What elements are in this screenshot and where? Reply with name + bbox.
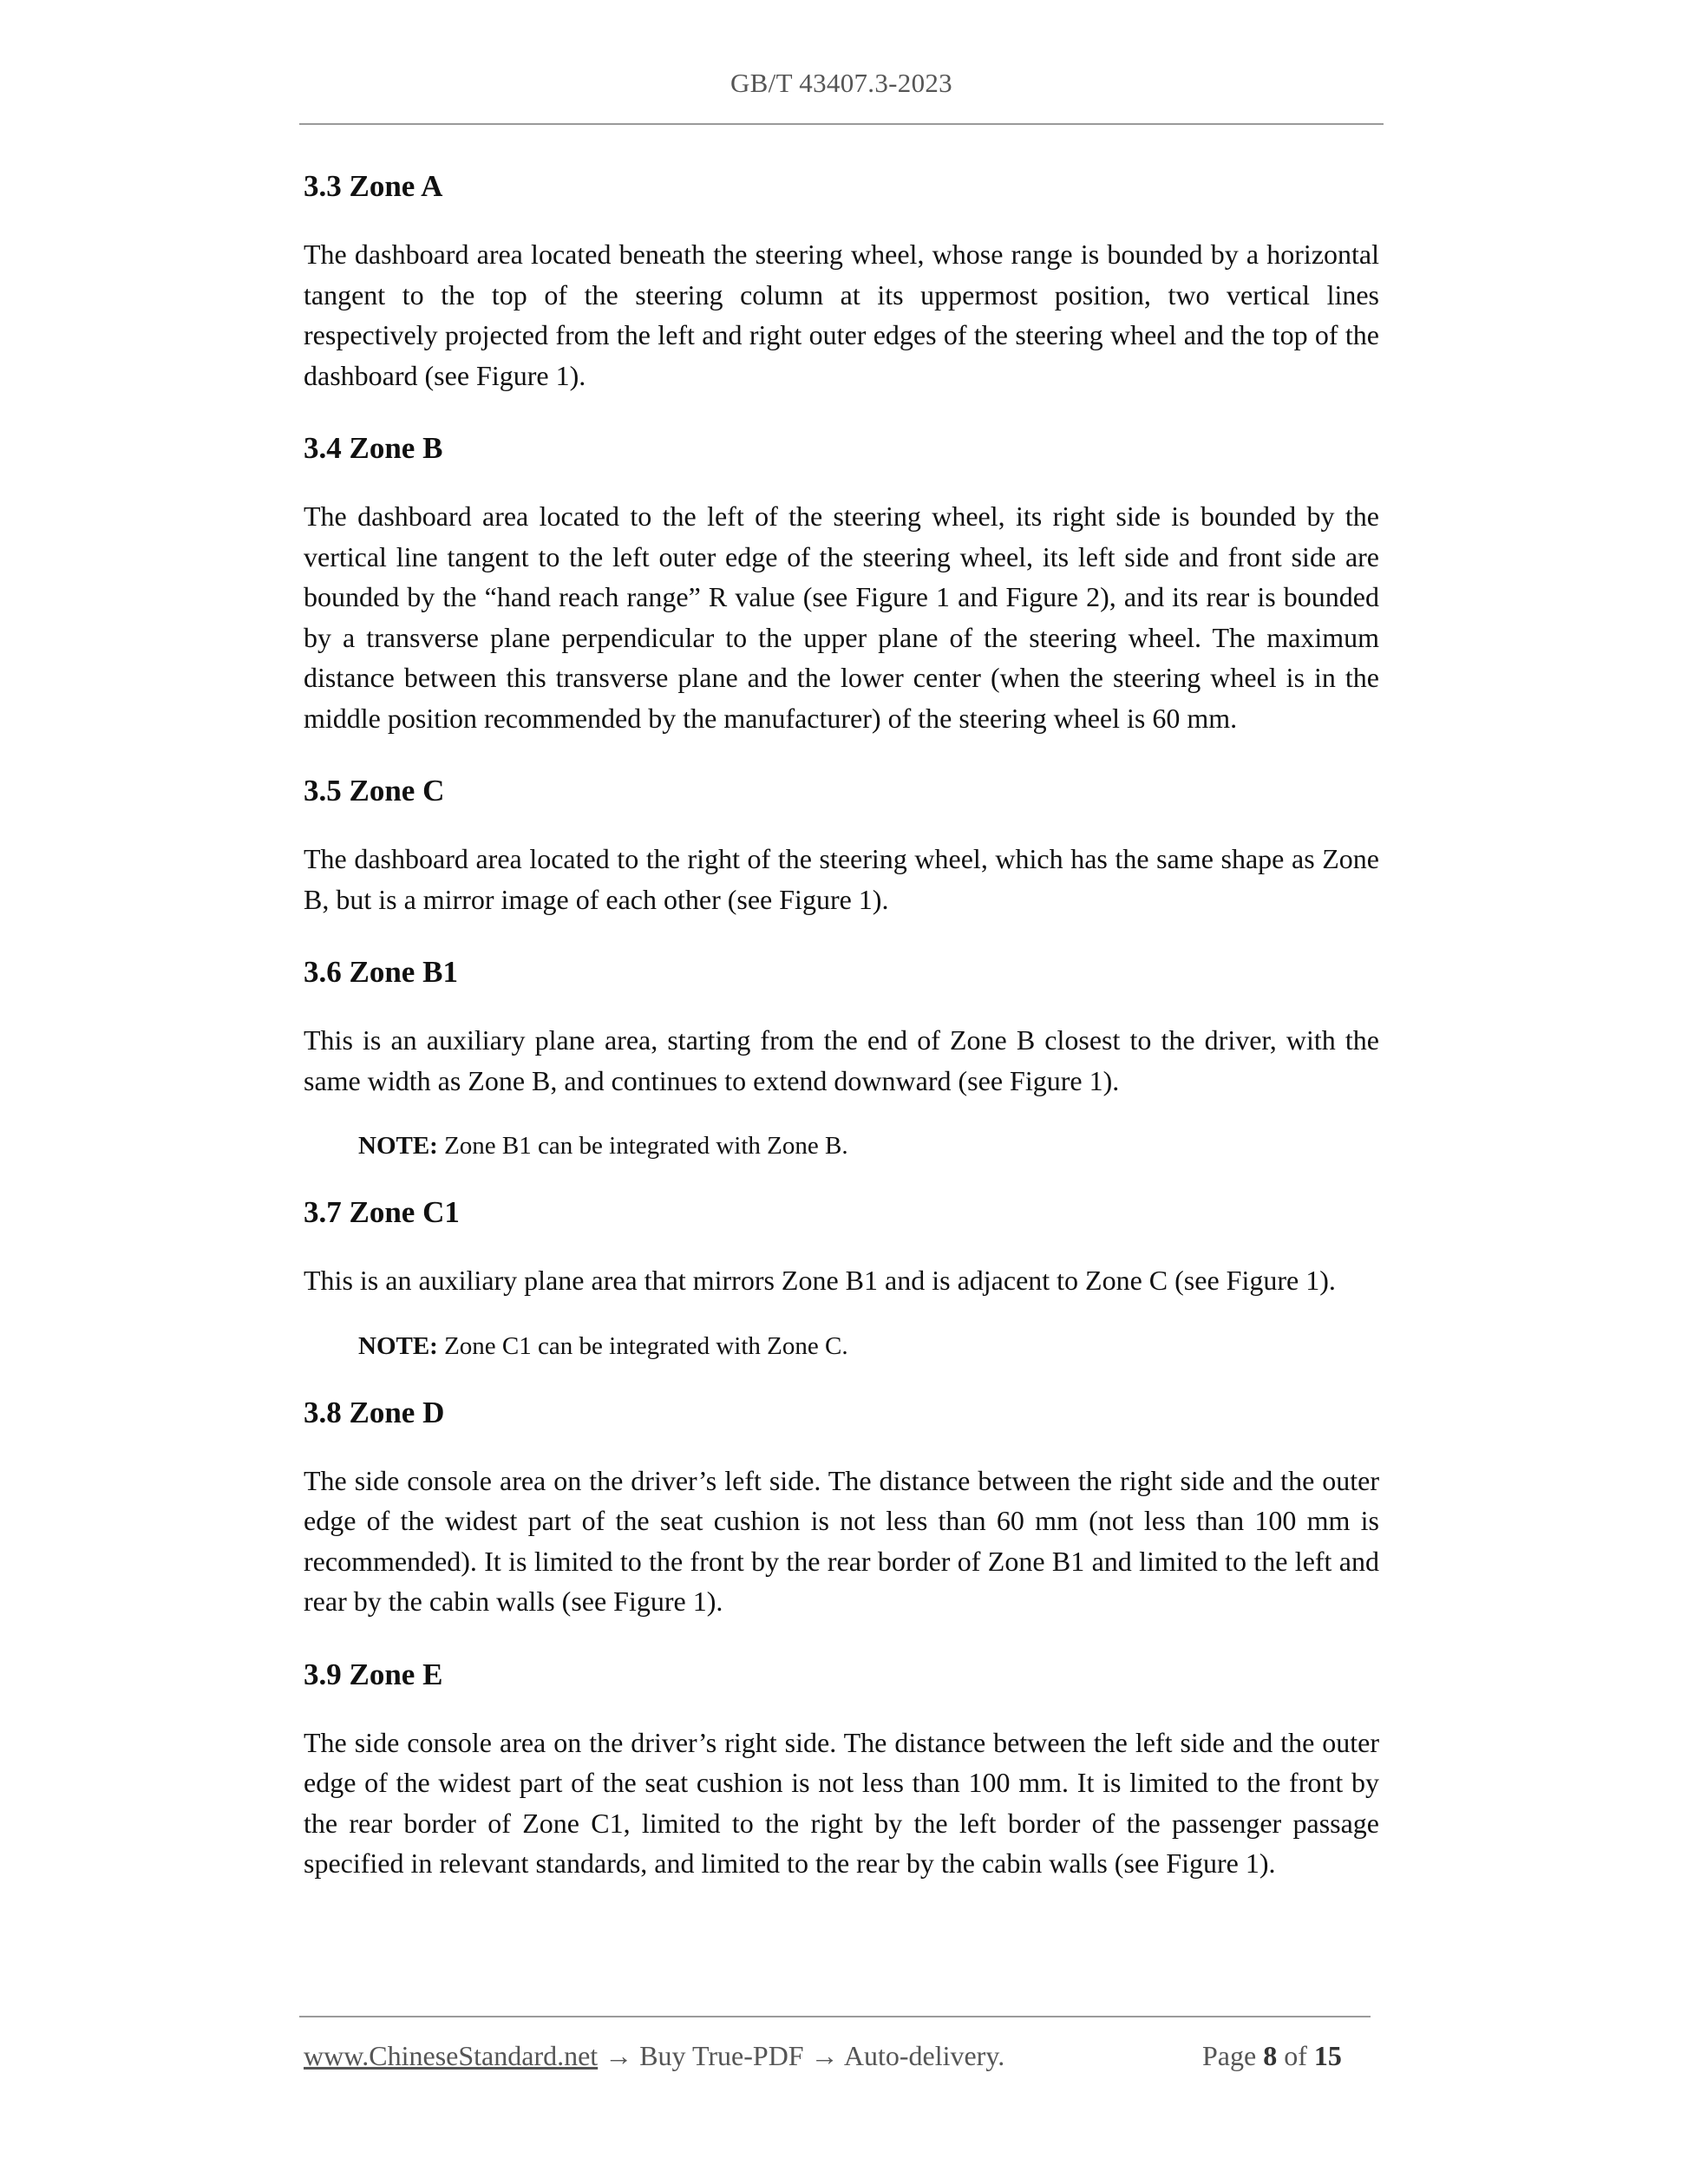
page-indicator: [1202, 2040, 1342, 2072]
section-heading: 3.4 Zone B: [304, 431, 443, 465]
section-zone-a: [304, 165, 1379, 396]
section-zone-d: [304, 1391, 1379, 1622]
total-pages: 15: [1313, 2040, 1342, 2071]
note-label: NOTE:: [358, 1132, 438, 1160]
section-heading: 3.7 Zone C1: [304, 1195, 460, 1229]
document-body: [304, 165, 1379, 1915]
section-note: [358, 1128, 1379, 1163]
section-note: [358, 1329, 1379, 1363]
section-paragraph: The dashboard area located beneath the steering wheel, whose range is bounded by a horizontal tangent to the top of the steering column at its uppermost position, two vertical lines respectively projected from the left and right outer edges of the steering wheel and the top of the dashboard (see Figure 1).: [304, 239, 1379, 391]
section-zone-e: [304, 1653, 1379, 1884]
website-link[interactable]: www.ChineseStandard.net: [304, 2040, 599, 2071]
footer-tagline: → Buy True-PDF → Auto-delivery.: [598, 2040, 1005, 2071]
page-number: 8: [1263, 2040, 1278, 2071]
section-heading: 3.8 Zone D: [304, 1395, 445, 1429]
section-zone-c1: [304, 1191, 1379, 1363]
of-label: of: [1277, 2040, 1314, 2071]
section-heading: 3.9 Zone E: [304, 1657, 443, 1691]
note-text: Zone C1 can be integrated with Zone C.: [437, 1331, 848, 1360]
section-zone-b: [304, 427, 1379, 738]
section-paragraph: The dashboard area located to the right of the steering wheel, which has the same shape as Zone B, but is a mirror image of each other (see Figure 1).: [304, 843, 1379, 915]
page-label: Page: [1202, 2040, 1264, 2071]
header-divider: [299, 123, 1384, 125]
section-paragraph: The dashboard area located to the left of the steering wheel, its right side is bounded by the vertical line tangent to the left outer edge of the steering wheel, its left side and front side are bounded by the “hand reach range” R value (see Figure 1 and Figure 2), and its rear is bounded by a transverse plane perpendicular to the upper plane of the steering wheel. The maximum distance between this transverse plane and the lower center (when the steering wheel is in the middle position recommended by the manufacturer) of the steering wheel is 60 mm.: [304, 500, 1379, 734]
section-zone-c: [304, 769, 1379, 919]
section-heading: 3.5 Zone C: [304, 774, 445, 808]
section-paragraph: This is an auxiliary plane area that mirrors Zone B1 and is adjacent to Zone C (see Figure 1).: [304, 1265, 1336, 1296]
document-id-header: GB/T 43407.3-2023: [730, 68, 952, 98]
section-heading: 3.6 Zone B1: [304, 955, 458, 989]
note-label: NOTE:: [358, 1331, 438, 1360]
footer-promo: [304, 2040, 1004, 2072]
note-text: Zone B1 can be integrated with Zone B.: [437, 1132, 848, 1160]
section-paragraph: The side console area on the driver’s left side. The distance between the right side and the outer edge of the widest part of the seat cushion is not less than 60 mm (not less than 100 mm is recommended). It is limited to the front by the rear border of Zone B1 and limited to the left and rear by the cabin walls (see Figure 1).: [304, 1464, 1379, 1617]
footer-divider: [299, 2016, 1371, 2017]
section-paragraph: This is an auxiliary plane area, starting from the end of Zone B closest to the driver, with the same width as Zone B, and continues to extend downward (see Figure 1).: [304, 1024, 1379, 1096]
section-paragraph: The side console area on the driver’s right side. The distance between the left side and the outer edge of the widest part of the seat cushion is not less than 100 mm. It is limited to the front by the rear border of Zone C1, limited to the right by the left border of the passenger passage specified in relevant standards, and limited to the rear by the cabin walls (see Figure 1).: [304, 1726, 1379, 1879]
section-zone-b1: [304, 951, 1379, 1163]
section-heading: 3.3 Zone A: [304, 169, 443, 203]
